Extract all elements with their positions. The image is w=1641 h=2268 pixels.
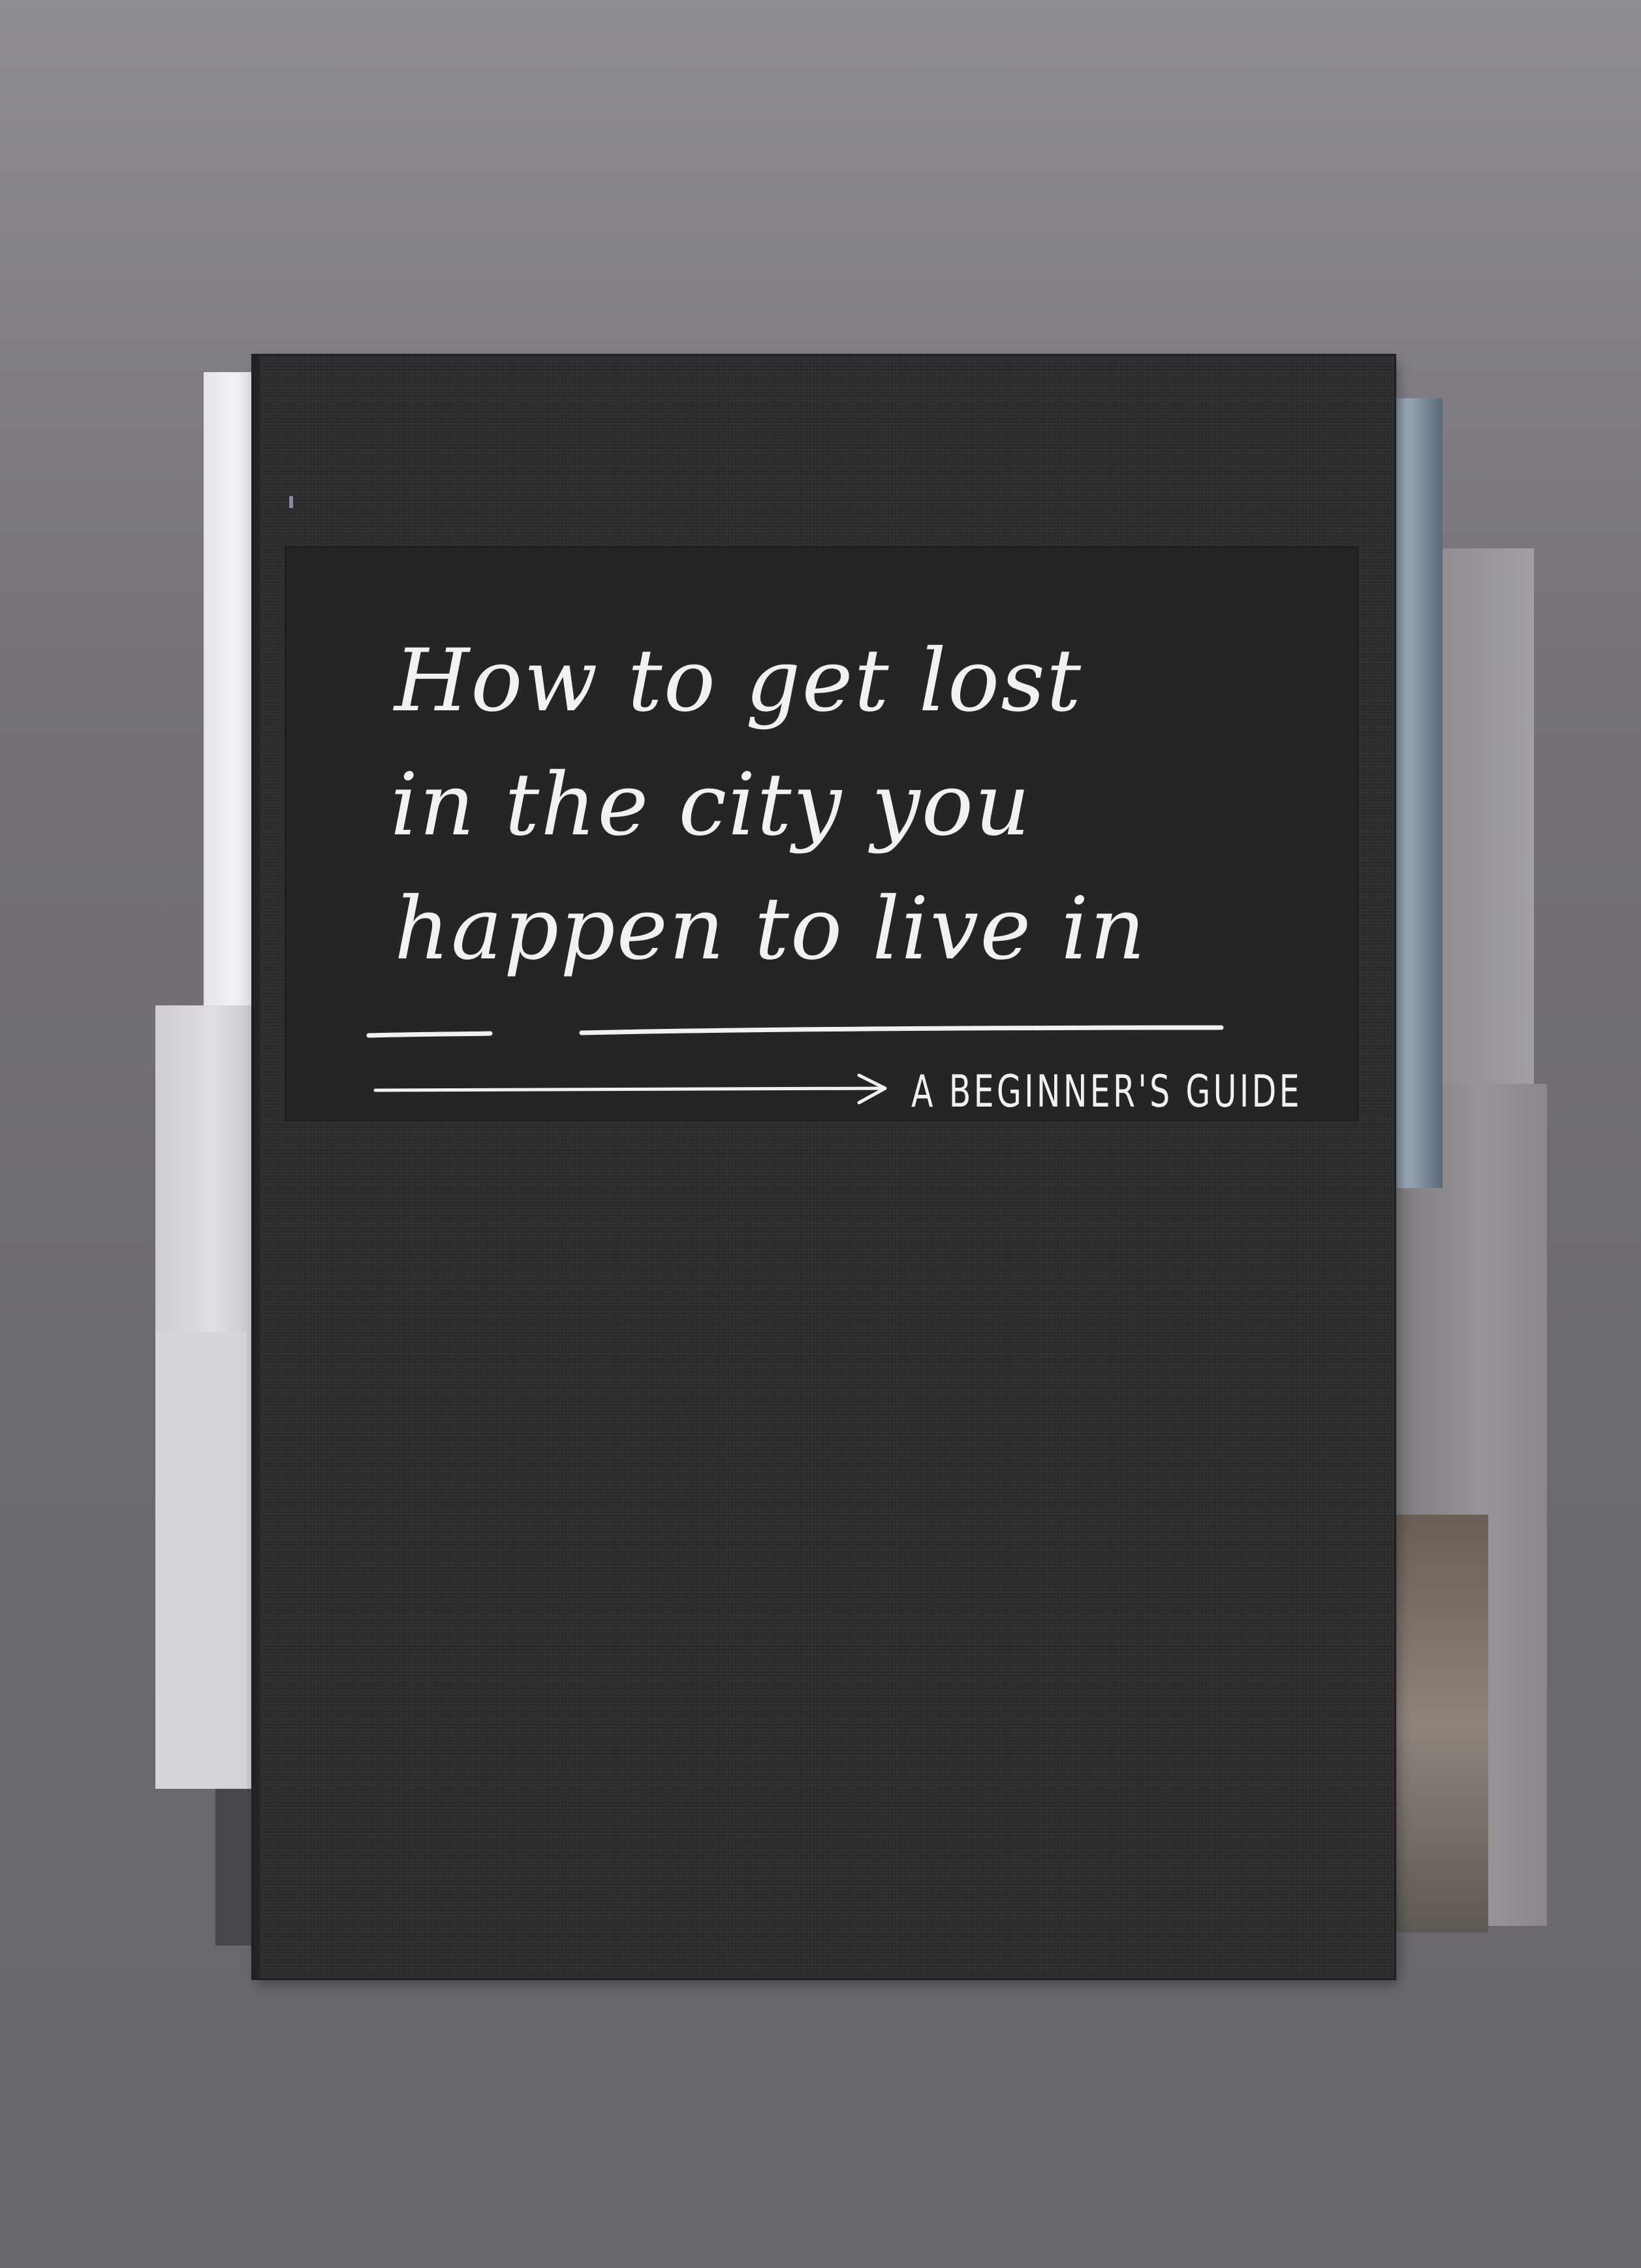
grey-insert-left-lower (155, 1332, 247, 1789)
cover-speck (289, 496, 293, 508)
book-spine-edge (253, 356, 260, 1978)
title-line-3: happen to live in (394, 879, 1147, 979)
hand-drawn-underline (366, 1020, 1225, 1046)
subtitle: A BEGINNER'S GUIDE (911, 1066, 1302, 1118)
title-label (285, 546, 1358, 1121)
title-line-1: How to get lost (394, 631, 1083, 731)
right-arrow-icon (373, 1069, 895, 1108)
title-line-2: in the city you (390, 755, 1032, 855)
photo-insert-right (1384, 1515, 1488, 1932)
book-cover (253, 356, 1394, 1978)
